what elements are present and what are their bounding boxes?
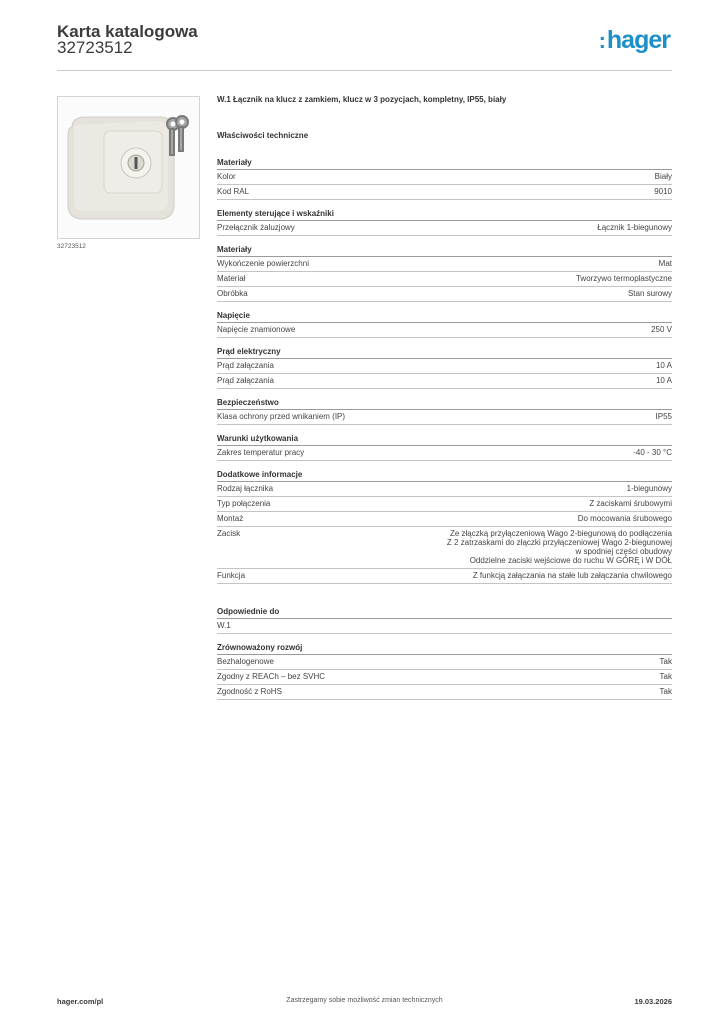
spec-label: Wykończenie powierzchni (217, 259, 309, 268)
spec-label: Kolor (217, 172, 236, 181)
spec-value (447, 529, 672, 565)
spec-value-line: Łącznik 1-biegunowy (597, 223, 672, 232)
spec-value-line: Tak (659, 687, 672, 696)
spec-value (578, 514, 672, 523)
photo-caption: 32723512 (57, 243, 86, 250)
page-header (57, 20, 672, 71)
spec-value (473, 571, 672, 580)
spec-label: Obróbka (217, 289, 248, 298)
spec-label: Przełącznik żaluzjowy (217, 223, 295, 232)
section-title: Zrównoważony rozwój (217, 642, 672, 655)
spec-sections (217, 157, 672, 700)
page-title: Karta katalogowa (57, 22, 198, 41)
spec-value (660, 687, 672, 696)
section-title: Odpowiednie do (217, 606, 672, 619)
product-title: W.1 Łącznik na klucz z zamkiem, klucz w 3 pozycjach, kompletny, IP55, biały (217, 95, 507, 104)
spec-row (217, 374, 672, 389)
section-title: Warunki użytkowania (217, 433, 672, 446)
spec-value-line: Stan surowy (627, 289, 672, 298)
spec-section (217, 346, 672, 389)
spec-value (656, 361, 672, 370)
spec-section (217, 397, 672, 425)
spec-value (628, 289, 672, 298)
spec-value (655, 172, 672, 181)
spec-row (217, 359, 672, 374)
spec-label: Zakres temperatur pracy (217, 448, 305, 457)
spec-label: Materiał (217, 274, 246, 283)
spec-label: Kod RAL (217, 187, 250, 196)
spec-label: Napięcie znamionowe (217, 325, 296, 334)
spec-row (217, 527, 672, 569)
spec-section (217, 208, 672, 236)
spec-value-line: Z zaciskami śrubowymi (589, 499, 672, 508)
spec-value-line: Mat (658, 259, 672, 268)
spec-section (217, 642, 672, 700)
spec-row (217, 170, 672, 185)
spec-value-line: 1-biegunowy (626, 484, 672, 493)
section-spacer (217, 592, 672, 606)
spec-value (656, 376, 672, 385)
spec-value (656, 412, 672, 421)
spec-section (217, 469, 672, 584)
spec-value-line: Oddzielne zaciski wejściowe do ruchu W GÓRĘ i W DÓŁ (469, 556, 672, 565)
product-reference: 32723512 (57, 38, 133, 57)
section-title: Prąd elektryczny (217, 346, 672, 359)
spec-value-line: Tak (659, 672, 672, 681)
spec-value (633, 448, 672, 457)
spec-section (217, 310, 672, 338)
spec-label: Klasa ochrony przed wnikaniem (IP) (217, 412, 346, 421)
logo-dots-icon: : (598, 28, 606, 53)
spec-value (576, 274, 672, 283)
spec-value (627, 484, 672, 493)
spec-value-line: 10 A (655, 361, 672, 370)
spec-row (217, 670, 672, 685)
key-switch-product-icon (58, 97, 199, 238)
section-title: Materiały (217, 244, 672, 257)
spec-value-line: Tworzywo termoplastyczne (575, 274, 672, 283)
spec-value-line: 10 A (655, 376, 672, 385)
spec-value-line: Z 2 zatrzaskami do złączki przyłączeniowej Wago 2-biegunowej (446, 538, 672, 547)
spec-value-line: Biały (654, 172, 672, 181)
spec-value (589, 499, 672, 508)
spec-label: Bezhalogenowe (217, 657, 274, 666)
spec-label: Montaż (217, 514, 244, 523)
spec-value (597, 223, 672, 232)
spec-label: Zacisk (217, 529, 241, 538)
spec-section (217, 606, 672, 634)
section-title: Materiały (217, 157, 672, 170)
spec-section (217, 244, 672, 302)
spec-section (217, 157, 672, 200)
spec-value (660, 672, 672, 681)
spec-value-line: -40 - 30 °C (633, 448, 672, 457)
logo-text: hager (606, 26, 670, 54)
spec-row (217, 569, 672, 584)
spec-row (217, 272, 672, 287)
spec-label: Prąd załączania (217, 361, 274, 370)
spec-label: Funkcja (217, 571, 246, 580)
section-title: Napięcie (217, 310, 672, 323)
spec-row (217, 257, 672, 272)
spec-value-line: Do mocowania śrubowego (577, 514, 672, 523)
spec-label: Zgodność z RoHS (217, 687, 282, 696)
spec-value (659, 259, 672, 268)
section-title: Bezpieczeństwo (217, 397, 672, 410)
technical-properties-heading: Właściwości techniczne (217, 131, 309, 140)
spec-row (217, 323, 672, 338)
spec-row (217, 685, 672, 700)
spec-label: W.1 (217, 621, 231, 630)
spec-row (217, 655, 672, 670)
footer-disclaimer: Zastrzegamy sobie możliwość zmian technicznych (286, 997, 443, 1004)
spec-row (217, 287, 672, 302)
spec-value-line: 9010 (654, 187, 672, 196)
hager-logo[interactable] (599, 26, 670, 55)
spec-label: Rodzaj łącznika (217, 484, 274, 493)
spec-row (217, 221, 672, 236)
section-title: Elementy sterujące i wskaźniki (217, 208, 672, 221)
spec-row (217, 185, 672, 200)
spec-label: Prąd załączania (217, 376, 274, 385)
footer-date: 19.03.2026 (634, 997, 672, 1006)
spec-row (217, 497, 672, 512)
spec-row (217, 446, 672, 461)
spec-content (217, 95, 672, 708)
spec-row (217, 482, 672, 497)
spec-value (660, 657, 672, 666)
page-footer (57, 997, 672, 1011)
spec-row (217, 512, 672, 527)
section-title: Dodatkowe informacje (217, 469, 672, 482)
spec-row (217, 410, 672, 425)
spec-row (217, 619, 672, 634)
spec-value-line: Tak (659, 657, 672, 666)
spec-value (654, 187, 672, 196)
spec-label: Typ połączenia (217, 499, 271, 508)
footer-website-link[interactable]: hager.com/pl (57, 997, 104, 1006)
spec-value-line: Z funkcją załączania na stałe lub załączania chwilowego (472, 571, 672, 580)
product-photo (57, 96, 200, 239)
spec-section (217, 433, 672, 461)
spec-value-line: w spodniej części obudowy (575, 547, 672, 556)
spec-value (651, 325, 672, 334)
spec-value-line: 250 V (651, 325, 672, 334)
spec-label: Zgodny z REACh – bez SVHC (217, 672, 326, 681)
spec-value-line: Ze złączką przyłączeniową Wago 2-biegunową do podłączenia (449, 529, 672, 538)
spec-value-line: IP55 (655, 412, 672, 421)
